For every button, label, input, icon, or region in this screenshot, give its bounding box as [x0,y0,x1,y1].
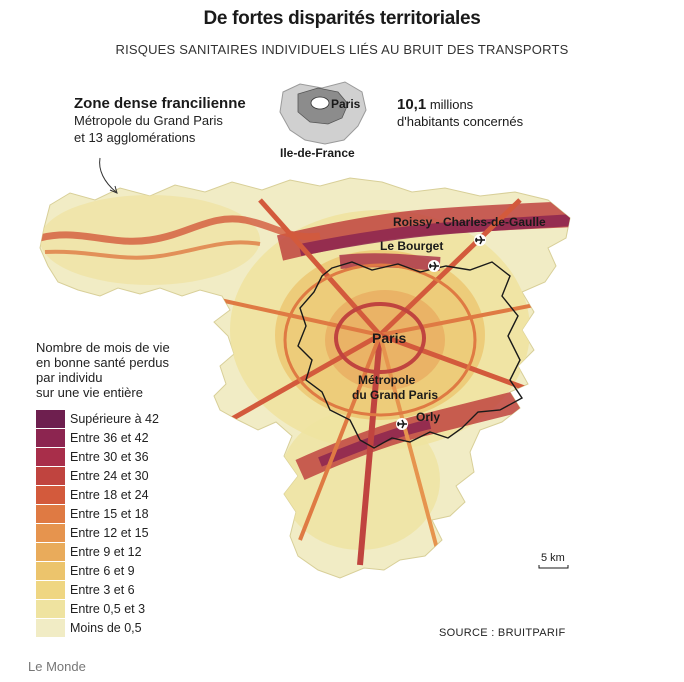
legend-label: Entre 15 et 18 [70,507,149,521]
legend-swatch [36,524,65,542]
source-credit: SOURCE : BRUITPARIF [439,627,566,639]
label-paris: Paris [372,330,407,346]
annotation-arrow [100,158,116,192]
legend-label: Moins de 0,5 [70,621,142,635]
legend-label: Entre 36 et 42 [70,431,149,445]
legend-title [36,340,236,400]
inset-label-paris: Paris [331,97,361,111]
legend-swatch [36,581,65,599]
legend-label: Entre 9 et 12 [70,545,142,559]
legend-label: Entre 24 et 30 [70,469,149,483]
legend-label: Entre 12 et 15 [70,526,149,540]
legend-label: Supérieure à 42 [70,412,159,426]
scale-label: 5 km [541,552,565,564]
legend-title-line-4: sur une vie entière [36,385,143,400]
airplane-icon-orly [396,418,408,430]
airplane-icon-le-bourget [428,260,440,272]
legend-swatch [36,467,65,485]
legend-label: Entre 30 et 36 [70,450,149,464]
label-le-bourget: Le Bourget [380,239,444,253]
inset-map [280,82,366,144]
legend-swatch [36,543,65,561]
legend-label: Entre 0,5 et 3 [70,602,146,616]
airplane-icon-roissy [474,234,486,246]
legend-title-line-2: en bonne santé perdus [36,355,169,370]
legend-swatch [36,410,65,428]
label-metropole-2: du Grand Paris [352,388,439,402]
stat-unit: millions [429,97,474,112]
legend-swatch [36,619,65,637]
zone-title: Zone dense francilienne [74,95,246,112]
zone-line-1: Métropole du Grand Paris [74,113,223,128]
legend-swatch [36,429,65,447]
legend-label: Entre 18 et 24 [70,488,149,502]
legend-swatch [36,505,65,523]
page-subtitle: RISQUES SANITAIRES INDIVIDUELS LIÉS AU BRUIT DES TRANSPORTS [115,42,569,57]
legend-swatch [36,448,65,466]
page-title: De fortes disparités territoriales [203,8,481,29]
legend-swatch [36,486,65,504]
label-roissy: Roissy - Charles-de-Gaulle [393,215,546,229]
scale-bar [539,565,568,568]
inset-label-region: Ile-de-France [280,146,355,160]
stat-line-2: d'habitants concernés [397,114,524,129]
legend-swatch [36,562,65,580]
brand-logo: Le Monde [28,659,86,674]
legend-title-line-1: Nombre de mois de vie [36,340,170,355]
stat-number: 10,1 [397,96,427,113]
legend-swatch [36,600,65,618]
legend-label: Entre 3 et 6 [70,583,135,597]
label-orly: Orly [416,410,441,424]
label-metropole-1: Métropole [358,373,416,387]
zone-line-2: et 13 agglomérations [74,130,196,145]
legend-label: Entre 6 et 9 [70,564,135,578]
legend-title-line-3: par individu [36,370,103,385]
